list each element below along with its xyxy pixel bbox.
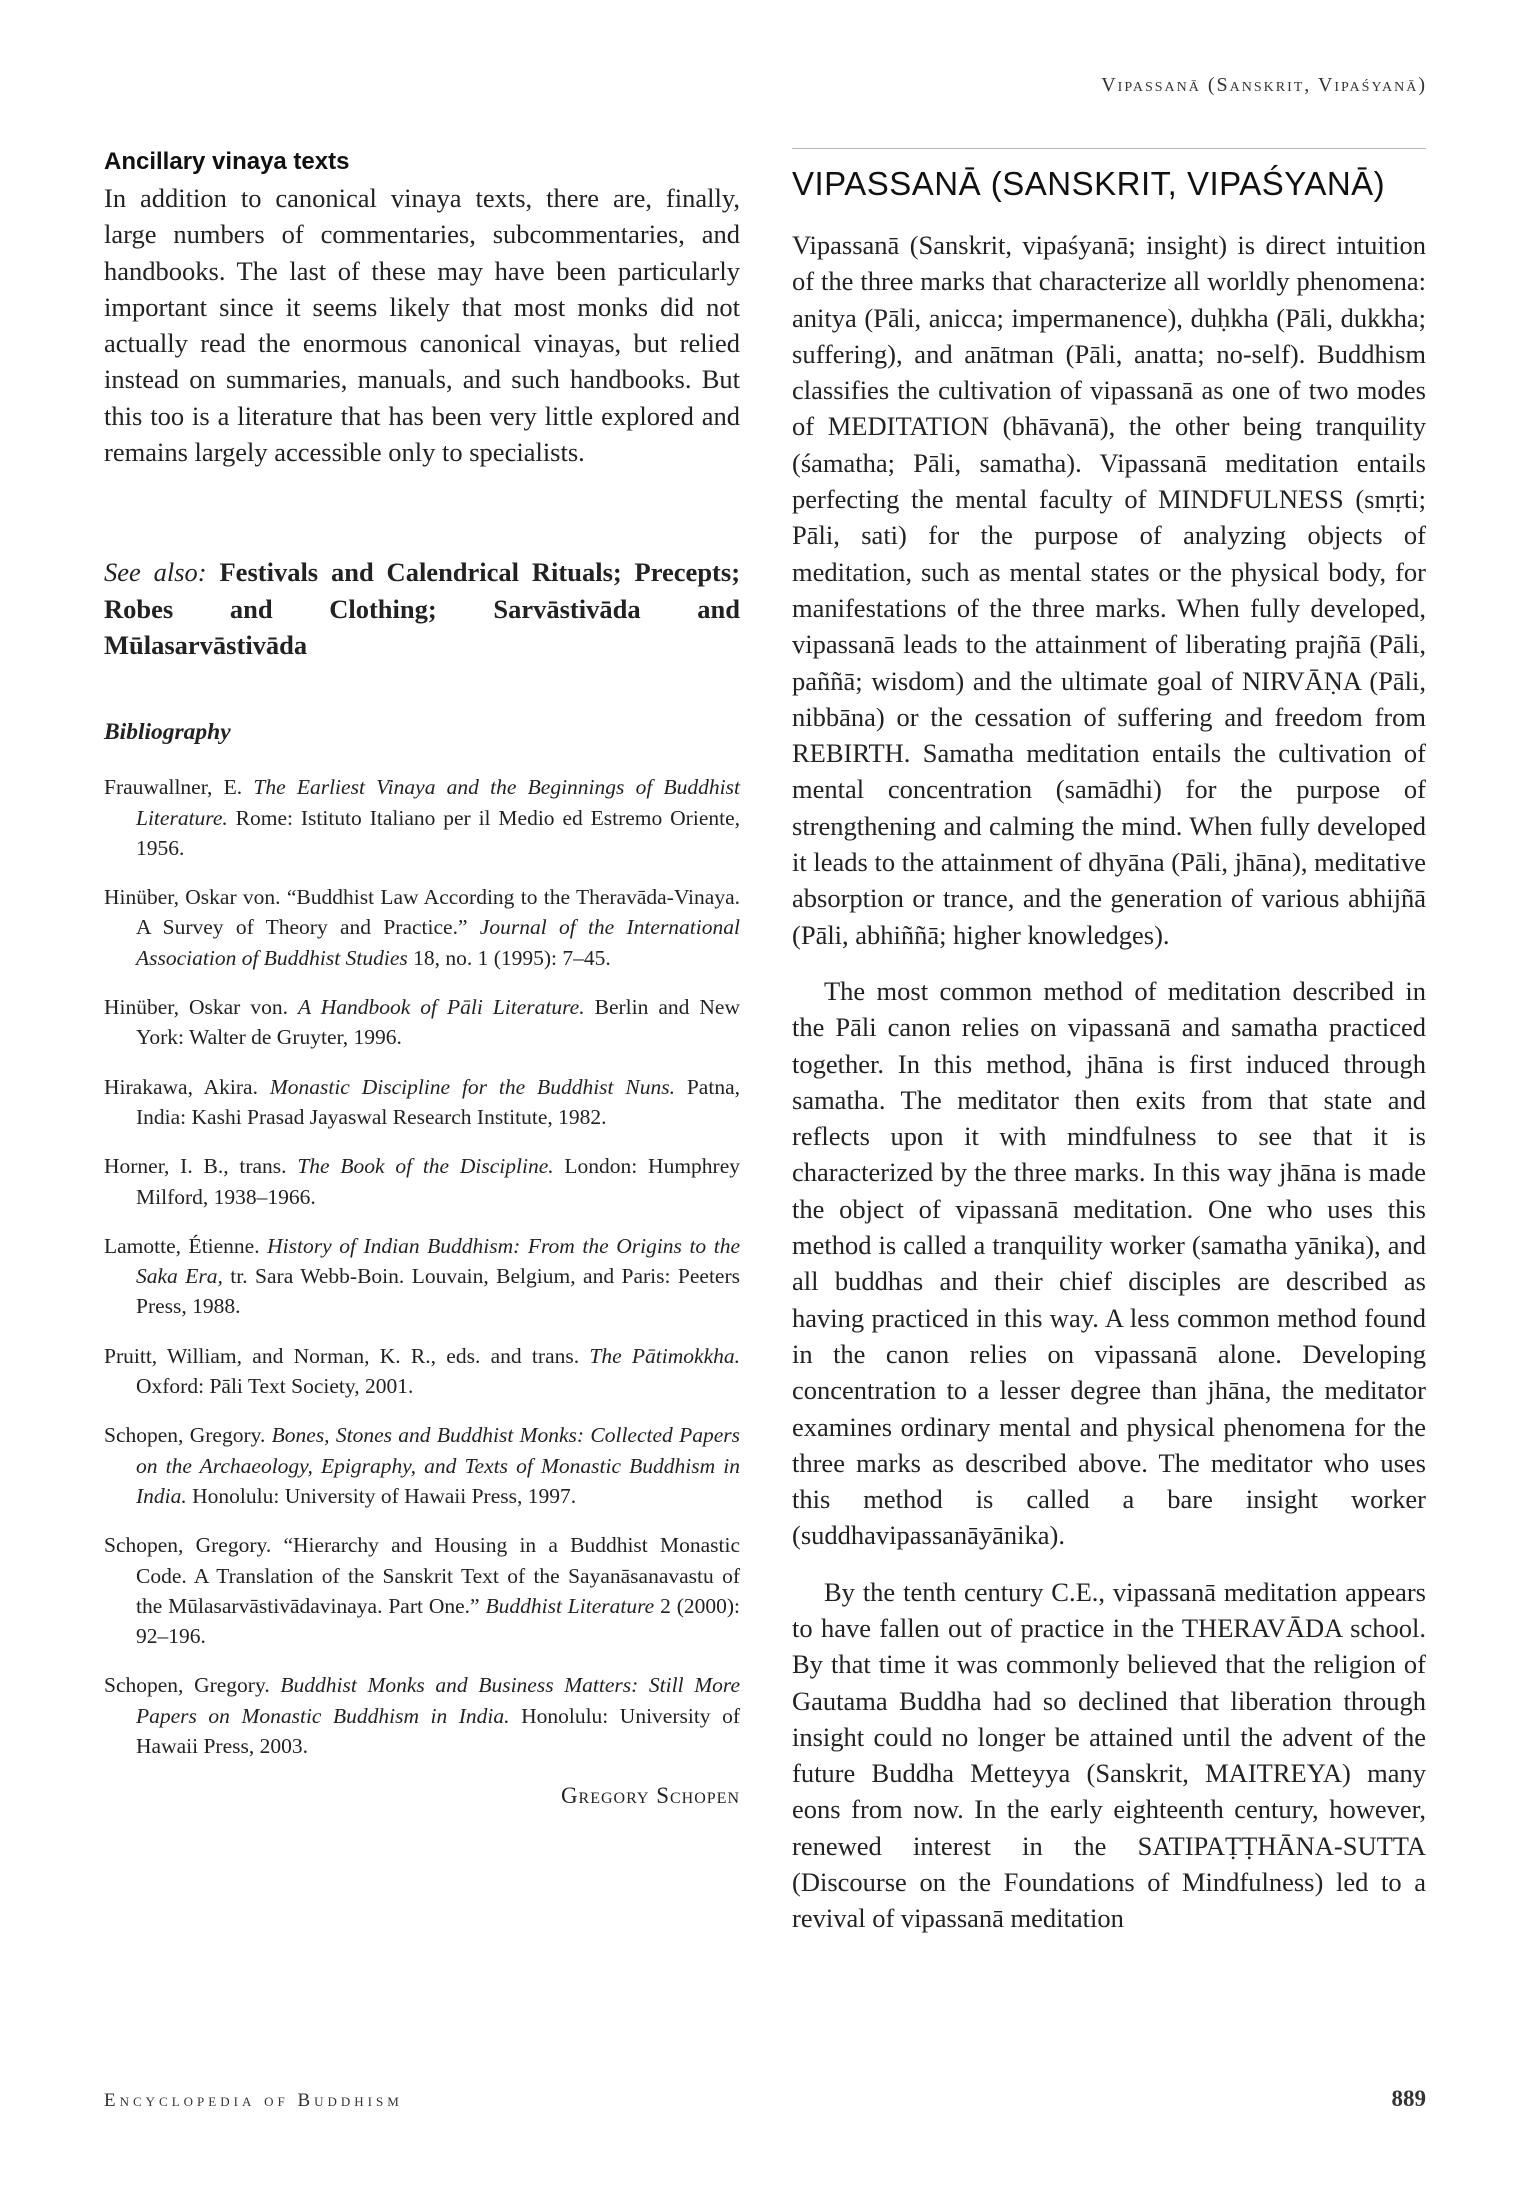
see-also [104, 554, 740, 663]
bibliography-heading: Bibliography [104, 719, 231, 746]
footer-book-title: Encyclopedia of Buddhism [104, 2090, 403, 2111]
bib-entry-title: The Earliest Vinaya and the Beginnings of Buddhist Literature. [136, 775, 740, 830]
bib-entry-publication: London: Humphrey Milford, 1938–1966. [136, 1154, 740, 1209]
bib-entry-author: Schopen, Gregory. [104, 1423, 272, 1448]
bib-entry-title: Buddhist Literature [485, 1593, 655, 1618]
bibliography-entry [104, 1072, 740, 1133]
bib-entry-author: Schopen, Gregory. “Hierarchy and Housing in a Buddhist Monastic Code. A Translation of the Sanskrit Text of the Sayanāsanavastu of the Mūlasarvāstivādavinaya. Part One.” [104, 1533, 740, 1618]
bib-entry-author: Lamotte, Étienne. [104, 1233, 268, 1258]
bibliography-entry [104, 1420, 740, 1511]
bib-entry-author: Frauwallner, E. [104, 775, 254, 800]
bib-entry-author: Schopen, Gregory. [104, 1673, 281, 1698]
page-number: 889 [1391, 2086, 1426, 2111]
bibliography-entry [104, 772, 740, 863]
bibliography-entry [104, 1151, 740, 1212]
bib-entry-publication: 18, no. 1 (1995): 7–45. [407, 945, 611, 970]
bib-entry-author: Hinüber, Oskar von. “Buddhist Law According to the Theravāda-Vinaya. A Survey of Theory and Practice.” [104, 885, 740, 940]
bibliography-entry [104, 1670, 740, 1761]
bib-entry-title: Buddhist Monks and Business Matters: Still More Papers on Monastic Buddhism in India. [136, 1673, 740, 1728]
bib-entry-author: Pruitt, William, and Norman, K. R., eds. and trans. [104, 1343, 590, 1368]
bibliography-entry [104, 992, 740, 1053]
article-paragraph-2: The most common method of meditation described in the Pāli canon relies on vipassanā and samatha practiced together. In this method, jhāna is first induced through samatha. The meditator then exits from that state and reflects upon it with mindfulness to see that it is characterized by the three marks. In this way jhāna is made the object of vipassanā meditation. One who uses this method is called a tranquility worker (samatha yānika), and all buddhas and their chief disciples are described as having practiced in this way. A less common method found in the canon relies on vipassanā alone. Developing concentration to a lesser degree than jhāna, the meditator examines ordinary mental and physical phenomena for the three marks as described above. The meditator who uses this method is called a bare insight worker (suddhavipassanāyānika). [792, 975, 1426, 1551]
bib-entry-author: Hirakawa, Akira. [104, 1074, 270, 1099]
ancillary-paragraph: In addition to canonical vinaya texts, there are, finally, large numbers of commentaries, subcommentaries, and handbooks. The last of these may have been particularly important since it seems likely that most monks did not actually read the enormous canonical vinayas, but relied instead on summaries, manuals, and such handbooks. But this too is a literature that has been very little explored and remains largely accessible only to specialists. [104, 183, 740, 468]
running-head: Vipassanā (Sanskrit, Vipaśyanā) [1101, 74, 1427, 96]
bib-entry-publication: Rome: Istituto Italiano per il Medio ed Estremo Oriente, 1956. [136, 805, 740, 860]
bibliography-entry [104, 882, 740, 973]
bib-entry-title: A Handbook of Pāli Literature. [297, 995, 585, 1020]
article-title: VIPASSANĀ (SANSKRIT, VIPAŚYANĀ) [792, 165, 1386, 202]
bib-entry-publication: tr. Sara Webb-Boin. Louvain, Belgium, and Paris: Peeters Press, 1988. [136, 1264, 740, 1319]
left-column [104, 148, 740, 1809]
bib-entry-title: Journal of the International Association of Buddhist Studies [136, 915, 740, 970]
bibliography-entry [104, 1530, 740, 1651]
bibliography-list [104, 772, 740, 1761]
bib-entry-title: Bones, Stones and Buddhist Monks: Collected Papers on the Archaeology, Epigraphy, and Texts of Monastic Buddhism in India. [136, 1423, 740, 1508]
bib-entry-title: Monastic Discipline for the Buddhist Nuns. [269, 1074, 675, 1099]
bib-entry-title: The Book of the Discipline. [297, 1154, 554, 1179]
title-rule [792, 148, 1426, 149]
bib-entry-publication: Honolulu: University of Hawaii Press, 2003. [136, 1703, 740, 1758]
bib-entry-publication: Honolulu: University of Hawaii Press, 1997. [186, 1483, 577, 1508]
bib-entry-publication: Oxford: Pāli Text Society, 2001. [136, 1374, 414, 1399]
bib-entry-title: The Pātimokkha. [589, 1343, 740, 1368]
bib-entry-author: Horner, I. B., trans. [104, 1154, 298, 1179]
bib-entry-title: History of Indian Buddhism: From the Origins to the Saka Era, [136, 1233, 740, 1289]
article-paragraph-3: By the tenth century C.E., vipassanā meditation appears to have fallen out of practice in the THERAVĀDA school. By that time it was commonly believed that the religion of Gautama Buddha had so declined that liberation through insight could no longer be attained until the advent of the future Buddha Metteyya (Sanskrit, MAITREYA) many eons from now. In the early eighteenth century, however, renewed interest in the SATIPAṬṬHĀNA-SUTTA (Discourse on the Foundations of Mindfulness) led to a revival of vipassanā meditation [792, 1576, 1426, 1934]
bibliography-entry [104, 1231, 740, 1322]
bib-entry-publication: Berlin and New York: Walter de Gruyter, 1996. [136, 995, 740, 1050]
bib-entry-author: Hinüber, Oskar von. [104, 995, 298, 1020]
bibliography-entry [104, 1341, 740, 1402]
see-also-label: See also: [104, 557, 207, 588]
section-heading: Ancillary vinaya texts [104, 148, 350, 175]
article-paragraph-1: Vipassanā (Sanskrit, vipaśyanā; insight) is direct intuition of the three marks that characterize all worldly phenomena: anitya (Pāli, anicca; impermanence), duḥkha (Pāli, dukkha; suffering), and anātman (Pāli, anatta; no-self). Buddhism classifies the cultivation of vipassanā as one of two modes of MEDITATION (bhāvanā), the other being tranquility (śamatha; Pāli, samatha). Vipassanā meditation entails perfecting the mental faculty of MINDFULNESS (smṛti; Pāli, sati) for the purpose of analyzing objects of meditation, such as mental states or the physical body, for manifestations of the three marks. When fully developed, vipassanā leads to the attainment of liberating prajñā (Pāli, paññā; wisdom) and the ultimate goal of NIRVĀṆA (Pāli, nibbāna) or the cessation of suffering and freedom from REBIRTH. Samatha meditation entails the cultivation of mental concentration (samādhi) for the purpose of strengthening and calming the mind. When fully developed it leads to the attainment of dhyāna (Pāli, jhāna), meditative absorption or trance, and the generation of various abhijñā (Pāli, abhiññā; higher knowledges). [792, 230, 1426, 950]
bib-entry-publication: 2 (2000): 92–196. [136, 1593, 740, 1649]
bib-entry-publication: Patna, India: Kashi Prasad Jayaswal Research Institute, 1982. [136, 1074, 740, 1129]
right-column [792, 148, 1426, 1937]
see-also-refs[interactable]: Festivals and Calendrical Rituals; Precepts; Robes and Clothing; Sarvāstivāda and Mūlasarvāstivāda [104, 557, 741, 660]
author-signature: Gregory Schopen [560, 1783, 740, 1809]
